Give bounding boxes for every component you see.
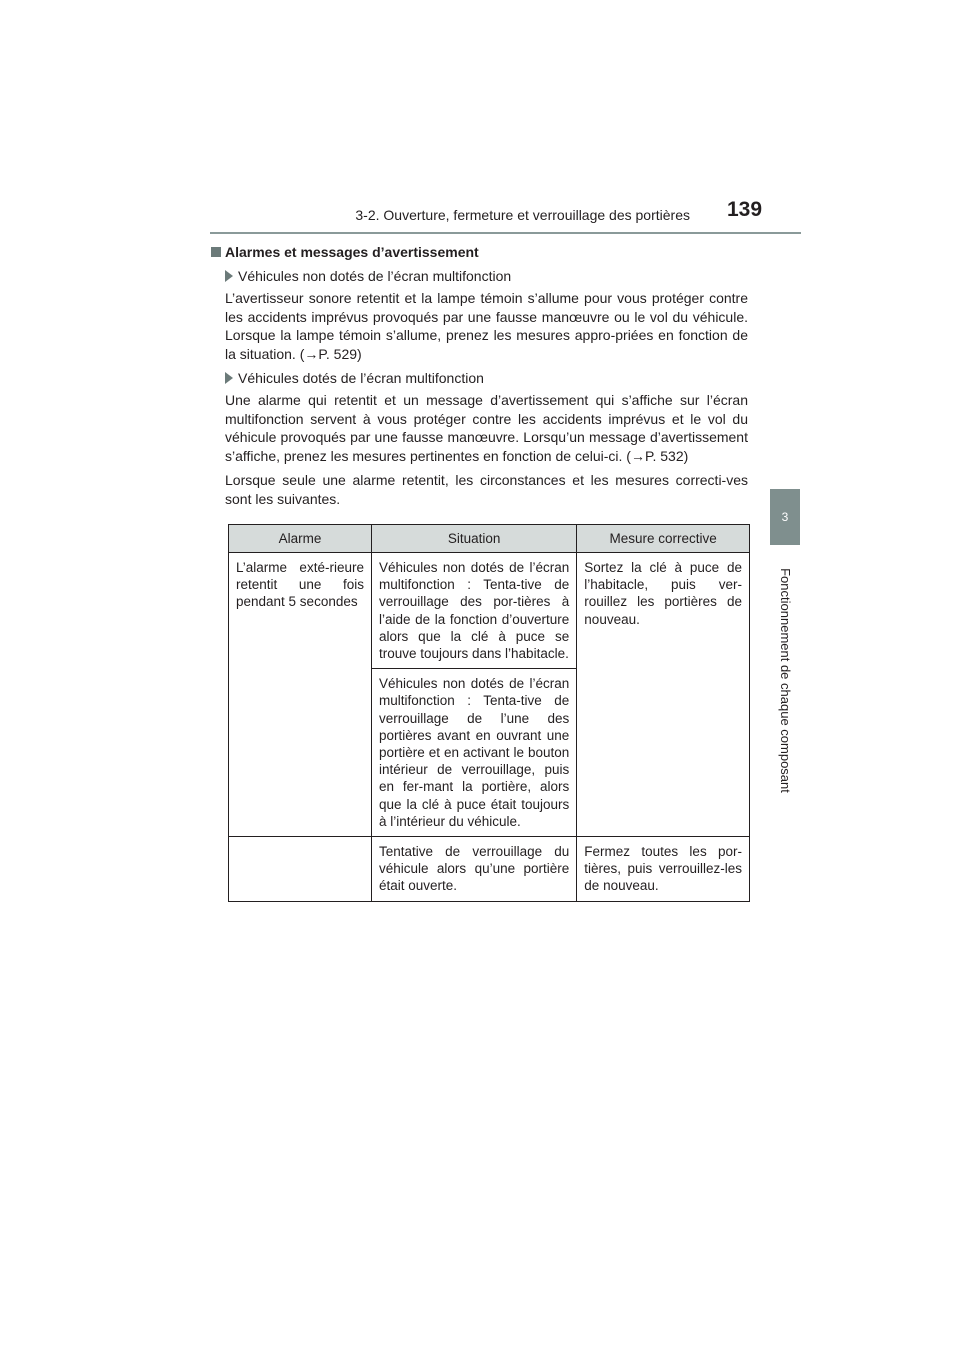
table-header-row (229, 525, 750, 553)
alarm-table (228, 524, 750, 902)
situation-cell: Tentative de verrouillage du véhicule alors qu’une portière était ouverte. (371, 837, 576, 902)
empty-alarm-cell (229, 837, 372, 902)
triangle-bullet-icon (225, 372, 233, 384)
column-header-measure: Mesure corrective (577, 525, 750, 553)
triangle-bullet-icon (225, 270, 233, 282)
square-bullet-icon (211, 247, 221, 257)
main-content (211, 243, 748, 514)
chapter-tab-number: 3 (781, 510, 789, 524)
paragraph-intro-table: Lorsque seule une alarme retentit, les circonstances et les mesures correcti-ves sont les suivantes. (225, 472, 748, 507)
situation-cell: Véhicules non dotés de l’écran multifonction : Tenta-tive de verrouillage des por-tières à l’aide de la fonction d’ouverture alors que la clé à puce se trouve toujours dans l’habitacle. (371, 553, 576, 669)
chapter-tab (770, 489, 800, 545)
subheading-no-display-text: Véhicules non dotés de l’écran multifonction (238, 268, 512, 284)
paragraph-with-display: Une alarme qui retentit et un message d’avertissement qui s’affiche sur l’écran multifonction servent à vous protéger contre les accidents imprévus et le vol du véhicule provoqués par une fausse manœuvre. Lorsqu’un message d’avertissement s’affiche, prenez les mesures pertinentes en fonction de celui-ci. (→P. 532) (225, 392, 748, 464)
chapter-side-label-text: Fonctionnement de chaque composant (777, 567, 793, 793)
table-row (229, 837, 750, 902)
measure-cell: Fermez toutes les por-tières, puis verrouillez-les de nouveau. (577, 837, 750, 902)
chapter-side-label (770, 545, 800, 815)
measure-cell: Sortez la clé à puce de l’habitacle, puis ver-rouillez les portières de nouveau. (577, 553, 750, 837)
section-heading-text: Alarmes et messages d’avertissement (225, 244, 479, 260)
subheading-with-display (225, 369, 748, 387)
section-heading (211, 243, 748, 261)
alarm-cell: L’alarme exté-rieure retentit une fois pendant 5 secondes (229, 553, 372, 837)
subheading-with-display-text: Véhicules dotés de l’écran multifonction (238, 370, 484, 386)
header-divider (210, 232, 801, 234)
page-number: 139 (727, 198, 763, 221)
subheading-no-display (225, 267, 748, 285)
chapter-title: 3-2. Ouverture, fermeture et verrouillage des portières (355, 207, 690, 223)
column-header-alarm: Alarme (229, 525, 372, 553)
situation-cell: Véhicules non dotés de l’écran multifonction : Tenta-tive de verrouillage de l’une des portières avant en ouvrant une portière et en activant le bouton intérieur de verrouillage, puis en fer-mant la portière, alors que la clé à puce était toujours à l’intérieur du véhicule. (371, 669, 576, 837)
paragraph-no-display: L’avertisseur sonore retentit et la lampe témoin s’allume pour vous protéger contre les accidents imprévus provoqués par une fausse manœuvre ou le vol du véhicule. Lorsque la lampe témoin s’allume, prenez les mesures appro-priées en fonction de la situation. (→P. 529) (225, 290, 748, 362)
column-header-situation: Situation (371, 525, 576, 553)
table-row (229, 553, 750, 669)
